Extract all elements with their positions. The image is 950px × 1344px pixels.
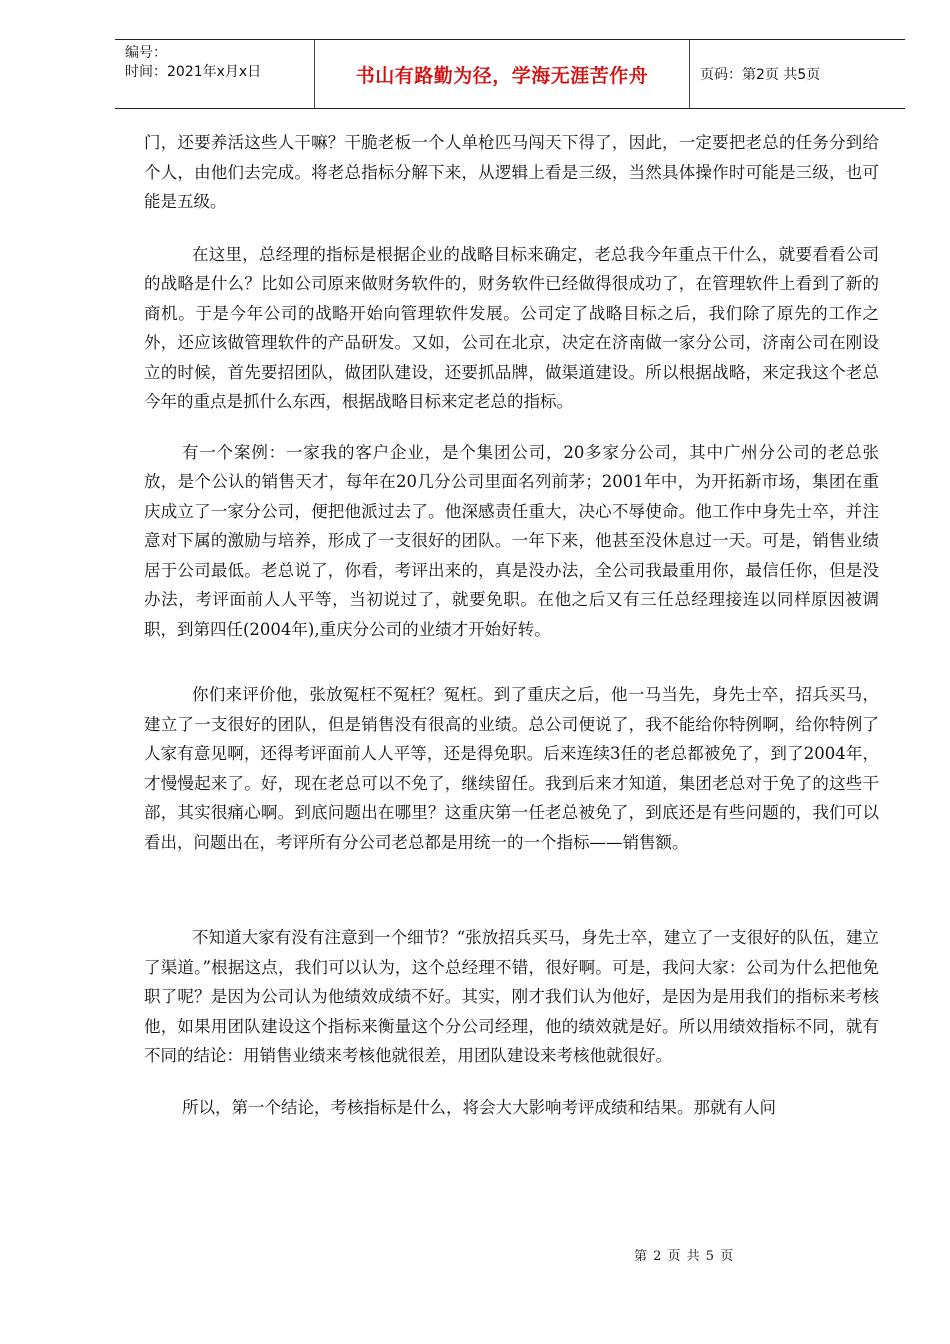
date-label: 时间：2021年x月x日 (125, 64, 262, 80)
paragraph-5: 不知道大家有没有注意到一个细节？“张放招兵买马，身先士卒，建立了一支很好的队伍，建立了渠道。”根据这点，我们可以认为，这个总经理不错，很好啊。可是，我问大家：公司为什么把他免职了呢？是因为公司认为他绩效成绩不好。其实，刚才我们认为他好，是因为是用我们的指标来考核他，如果用团队建设这个指标来衡量这个分公司经理，他的绩效就是好。所以用绩效指标不同，就有不同的结论：用销售业绩来考核他就很差，用团队建设来考核他就很好。 (144, 928, 879, 1065)
serial-number-label: 编号： (125, 45, 167, 61)
page-footer: 第 2 页 共 5 页 (634, 1249, 735, 1264)
header-meta-cell (115, 40, 315, 108)
paragraph-4: 你们来评价他，张放冤枉不冤枉？冤枉。到了重庆之后，他一马当先，身先士卒，招兵买马，建立了一支很好的团队，但是销售没有很高的业绩。总公司便说了，我不能给你特例啊，给你特例了人家有意见啊，还得考评面前人人平等，还是得免职。后来连续3任的老总都被免了，到了2004年，才慢慢起来了。好，现在老总可以不免了，继续留任。我到后来才知道，集团老总对于免了的这些干部，其实很痛心啊。到底问题出在哪里？这重庆第一任老总被免了，到底还是有些问题的，我们可以看出，问题出在，考评所有分公司老总都是用统一的一个指标——销售额。 (144, 685, 879, 852)
paragraph-3: 有一个案例：一家我的客户企业，是个集团公司，20多家分公司，其中广州分公司的老总张放，是个公认的销售天才，每年在20几分公司里面名列前茅；2001年中，为开拓新市场，集团在重庆成立了一家分公司，便把他派过去了。他深感责任重大，决心不辱使命。他工作中身先士卒，并注意对下属的激励与培养，形成了一支很好的团队。一年下来，他甚至没休息过一天。可是，销售业绩居于公司最低。老总说了，你看，考评出来的，真是没办法，全公司我最重用你，最信任你，但是没办法，考评面前人人平等，当初说过了，就要免职。在他之后又有三任总经理接连以同样原因被调职，到第四任(2004年),重庆分公司的业绩才开始好转。 (144, 442, 879, 639)
header-motto: 书山有路勤为径，学海无涯苦作舟 (315, 40, 690, 108)
document-body (144, 128, 879, 1122)
document-header (115, 39, 905, 109)
header-page-info: 页码：第2页 共5页 (700, 67, 821, 83)
paragraph-1: 门，还要养活这些人干嘛？干脆老板一个人单枪匹马闯天下得了，因此，一定要把老总的任务分到给个人，由他们去完成。将老总指标分解下来，从逻辑上看是三级，当然具体操作时可能是三级，也可能是五级。 (144, 133, 879, 211)
paragraph-6: 所以，第一个结论，考核指标是什么，将会大大影响考评成绩和结果。那就有人问 (182, 1097, 776, 1117)
paragraph-2: 在这里，总经理的指标是根据企业的战略目标来确定，老总我今年重点干什么，就要看看公司的战略是什么？比如公司原来做财务软件的，财务软件已经做得很成功了，在管理软件上看到了新的商机。于是今年公司的战略开始向管理软件发展。公司定了战略目标之后，我们除了原先的工作之外，还应该做管理软件的产品研发。又如，公司在北京，决定在济南做一家分公司，济南公司在刚设立的时候，首先要招团队，做团队建设，还要抓品牌，做渠道建设。所以根据战略，来定我这个老总今年的重点是抓什么东西，根据战略目标来定老总的指标。 (144, 244, 879, 411)
